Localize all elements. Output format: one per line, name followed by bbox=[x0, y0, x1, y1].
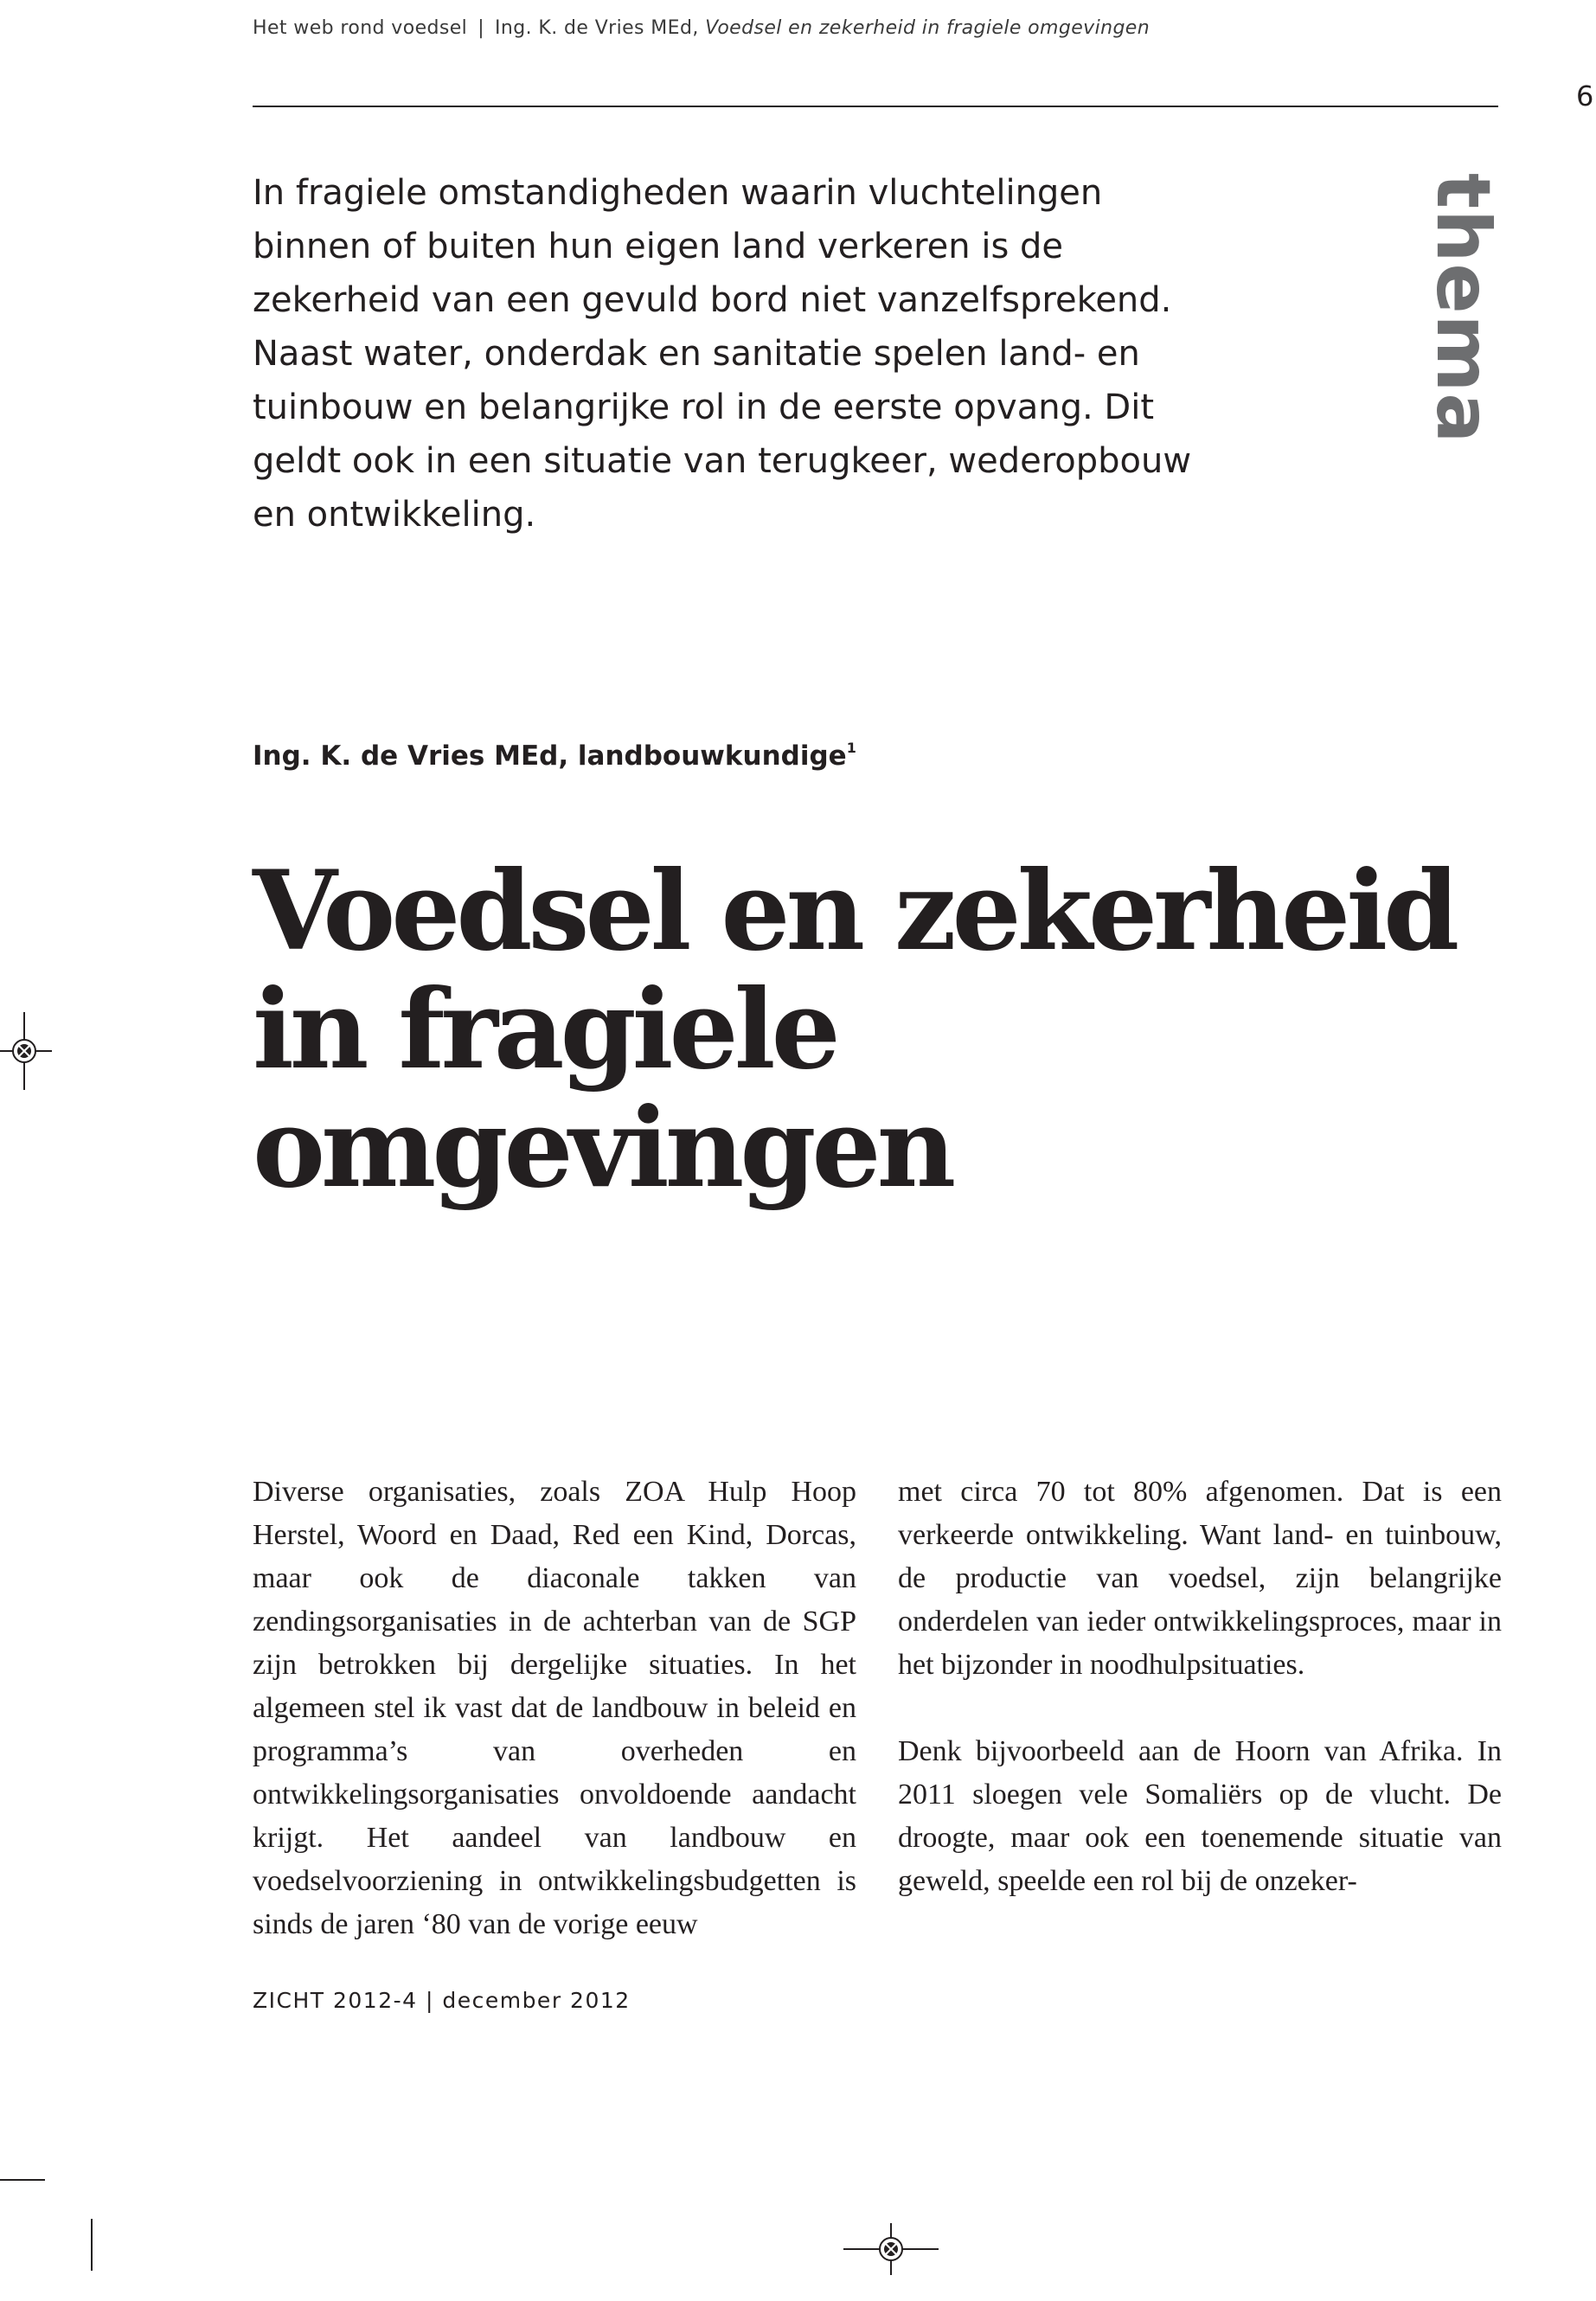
running-head-separator: | bbox=[478, 17, 485, 39]
byline bbox=[253, 740, 856, 772]
running-head-author: Ing. K. de Vries MEd, bbox=[495, 17, 699, 39]
crop-mark-bottom-left-icon bbox=[0, 2171, 52, 2189]
header-rule bbox=[253, 106, 1498, 107]
body-paragraph: Diverse organisaties, zoals ZOA Hulp Hoop Herstel, Woord en Daad, Red een Kind, Dorcas, maar ook de diaconale takken van zendingsorganisaties in de achterban van de SGP zijn betrokken bij dergelijke situaties. In het algemeen stel ik vast dat de landbouw in beleid en programma’s van overheden en ontwikkelingsorganisaties onvoldoende aandacht krijgt. Het aandeel van landbouw en voedselvoorziening in ontwikkelingsbudgetten is sinds de jaren ‘80 van de vorige eeuw bbox=[253, 1476, 856, 1940]
page-footer: ZICHT 2012-4 | december 2012 bbox=[253, 1988, 631, 2013]
byline-text: Ing. K. de Vries MEd, landbouwkundige bbox=[253, 740, 847, 772]
registration-mark-left-icon bbox=[0, 1012, 52, 1090]
running-head-article-title: Voedsel en zekerheid in fragiele omgevingen bbox=[705, 17, 1151, 39]
section-label-thema: thema bbox=[1420, 173, 1506, 445]
page-number: 6 bbox=[1576, 80, 1594, 112]
body-column-left bbox=[253, 1471, 856, 1946]
crop-mark-bottom-vertical-icon bbox=[83, 2219, 100, 2271]
registration-mark-bottom-icon bbox=[843, 2223, 939, 2275]
body-paragraph: Denk bijvoorbeeld aan de Hoorn van Afrika. In 2011 sloegen vele Somaliërs op de vlucht. De droogte, maar ook een toenemende situatie van geweld, speelde een rol bij de onzeker- bbox=[898, 1735, 1502, 1897]
article-headline: Voedsel en zekerheid in fragiele omgevingen bbox=[253, 847, 1456, 1212]
intro-paragraph: In fragiele omstandigheden waarin vluchtelingen binnen of buiten hun eigen land verkeren is de zekerheid van een gevuld bord niet vanzelfsprekend. Naast water, onderdak en sanitatie spelen land- en tuinbouw en belangrijke rol in de eerste opvang. Dit geldt ook in een situatie van terugkeer, wederopbouw en ontwikkeling. bbox=[253, 173, 1192, 535]
body-paragraph: met circa 70 tot 80% afgenomen. Dat is een verkeerde ontwikkeling. Want land- en tuinbouw, de productie van voedsel, zijn belangrijke onderdelen van ieder ontwikkelingsproces, maar in het bijzonder in noodhulpsituaties. bbox=[898, 1476, 1502, 1681]
body-column-right bbox=[898, 1471, 1502, 1903]
running-head-section: Het web rond voedsel bbox=[253, 17, 468, 39]
running-head bbox=[253, 17, 1498, 39]
footnote-ref: 1 bbox=[846, 740, 856, 756]
